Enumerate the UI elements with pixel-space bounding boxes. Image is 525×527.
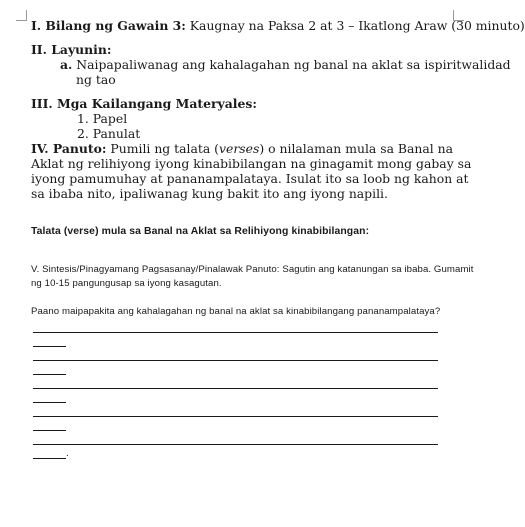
answer-line-4-end[interactable] [33,417,66,431]
answer-line-2-end[interactable] [33,361,66,375]
layunin-line1: Naipapaliwanag ang kahalagahan ng banal na aklat sa ispiritwalidad [76,57,511,72]
sintesis-line1: V. Sintesis/Pinagyamang Pagsasanay/Pinalawak Panuto: Sagutin ang katanungan sa ibaba. Gumamit [31,264,474,275]
sintesis-line2: ng 10-15 pangungusap sa iyong kasagutan. [31,278,222,289]
answer-line-5[interactable] [33,431,438,445]
panuto-line3: iyong pamumuhay at pananampalataya. Isulat ito sa loob ng kahon at [31,171,469,186]
final-period: . [66,448,69,459]
materyales-item-papel: 1. Papel [77,111,128,126]
panuto-text1a: Pumili ng talata ( [110,141,220,156]
layunin-marker: a. [60,57,73,72]
answer-lines [31,319,445,459]
answer-line-2[interactable] [33,347,438,361]
panuto-text1b: ) o nilalaman mula sa Banal na [259,141,454,156]
layunin-title: II. Layunin: [31,42,112,57]
activity-number-line [31,18,525,33]
talata-prompt: Talata (verse) mula sa Banal na Aklat sa Relihiyong kinabibilangan: [31,226,370,237]
answer-line-3[interactable] [33,375,438,389]
panuto-verses: verses [219,141,260,156]
materyales-title: III. Mga Kailangang Materyales: [31,96,257,111]
materyales-item-panulat: 2. Panulat [77,126,141,141]
panuto-line4: sa ibaba nito, ipaliwanag kung bakit ito ang iyong napili. [31,186,388,201]
document-body [31,18,525,459]
layunin-line2: ng tao [76,72,116,87]
answer-line-1-end[interactable] [33,333,66,347]
answer-line-1[interactable] [33,319,438,333]
question-text: Paano maipapakita ang kahalagahan ng banal na aklat sa kinabibilangang pananampalataya? [31,306,441,317]
answer-line-5-end[interactable] [33,445,69,459]
panuto-line2: Aklat ng relihiyong iyong kinabibilangan na ginagamit mong gabay sa [31,156,472,171]
activity-number-value: Kaugnay na Paksa 2 at 3 – Ikatlong Araw (30 minuto) [189,18,525,33]
panuto-line1 [31,141,454,156]
panuto-title: IV. Panuto: [31,141,107,156]
answer-line-4[interactable] [33,403,438,417]
margin-corner-top-left [16,10,27,21]
activity-number-label: I. Bilang ng Gawain 3: [31,18,186,33]
answer-line-3-end[interactable] [33,389,66,403]
layunin-item [31,57,511,72]
